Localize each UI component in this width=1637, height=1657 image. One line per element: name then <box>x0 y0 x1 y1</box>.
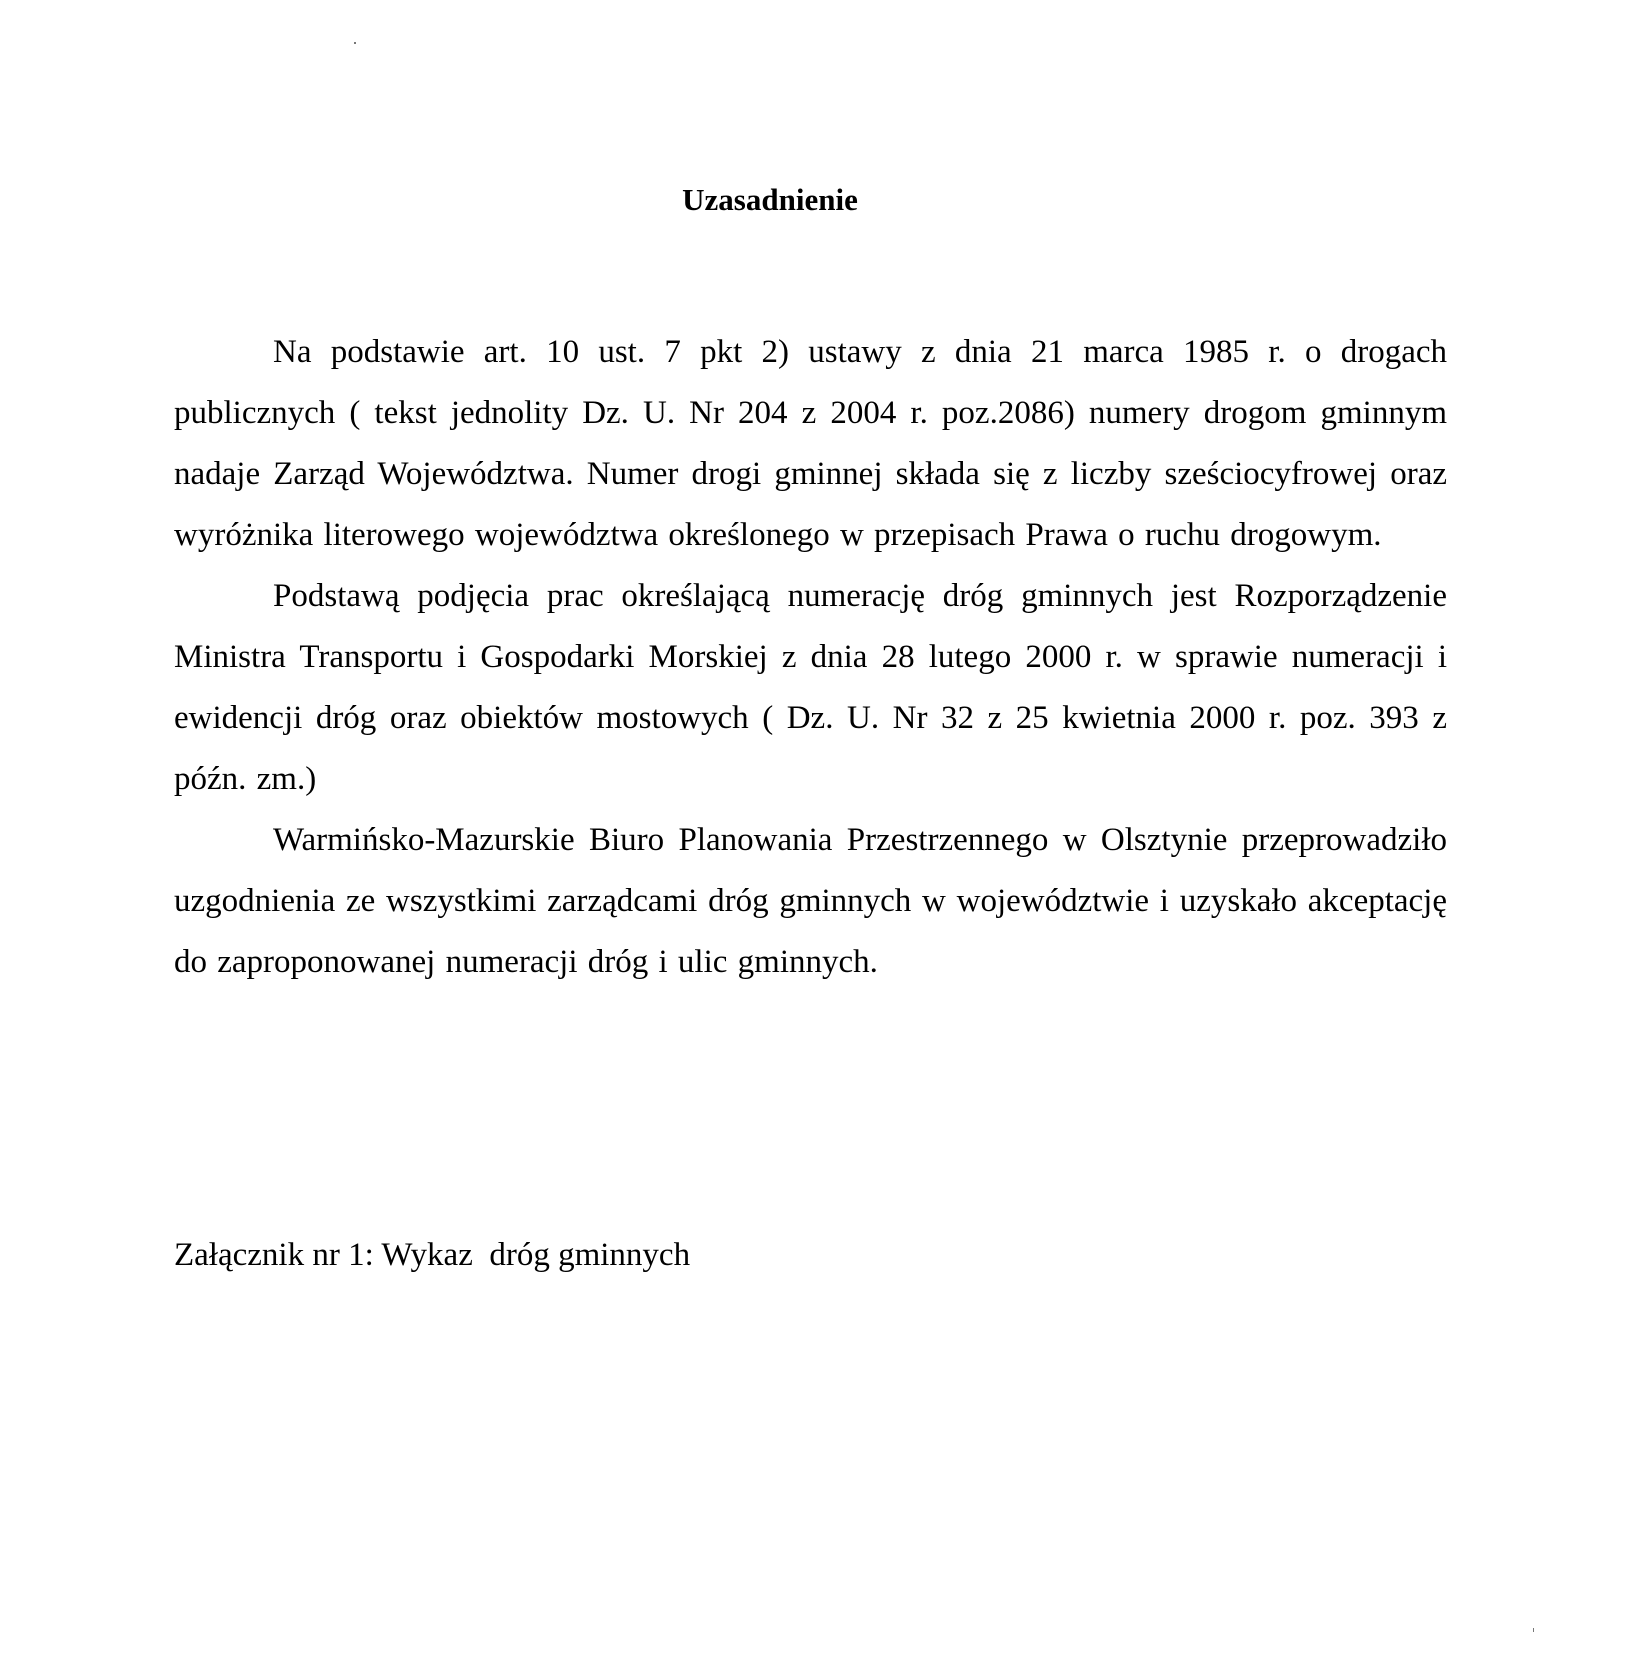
paragraph-regulation: Podstawą podjęcia prac określającą numerację dróg gminnych jest Rozporządzenie Ministra Transportu i Gospodarki Morskiej z dnia 28 lutego 2000 r. w sprawie numeracji i ewidencji dróg oraz obiektów mostowych ( Dz. U. Nr 32 z 25 kwietnia 2000 r. poz. 393 z późn. zm.) <box>174 578 1447 797</box>
scan-speck <box>354 42 356 44</box>
document-body <box>174 322 1447 993</box>
paragraph-legal-basis: Na podstawie art. 10 ust. 7 pkt 2) ustawy z dnia 21 marca 1985 r. o drogach publicznych ( tekst jednolity Dz. U. Nr 204 z 2004 r. poz.2086) numery drogom gminnym nadaje Zarząd Województwa. Numer drogi gminnej składa się z liczby sześciocyfrowej oraz wyróżnika literowego województwa określonego w przepisach Prawa o ruchu drogowym. <box>174 334 1447 553</box>
annex-reference: Załącznik nr 1: Wykaz dróg gminnych <box>174 1237 691 1273</box>
paragraph-agreements: Warmińsko-Mazurskie Biuro Planowania Przestrzennego w Olsztynie przeprowadziło uzgodnienia ze wszystkimi zarządcami dróg gminnych w województwie i uzyskało akceptację do zaproponowanej numeracji dróg i ulic gminnych. <box>174 822 1447 980</box>
scan-speck <box>1533 1628 1534 1632</box>
document-title: Uzasadnienie <box>682 182 858 217</box>
